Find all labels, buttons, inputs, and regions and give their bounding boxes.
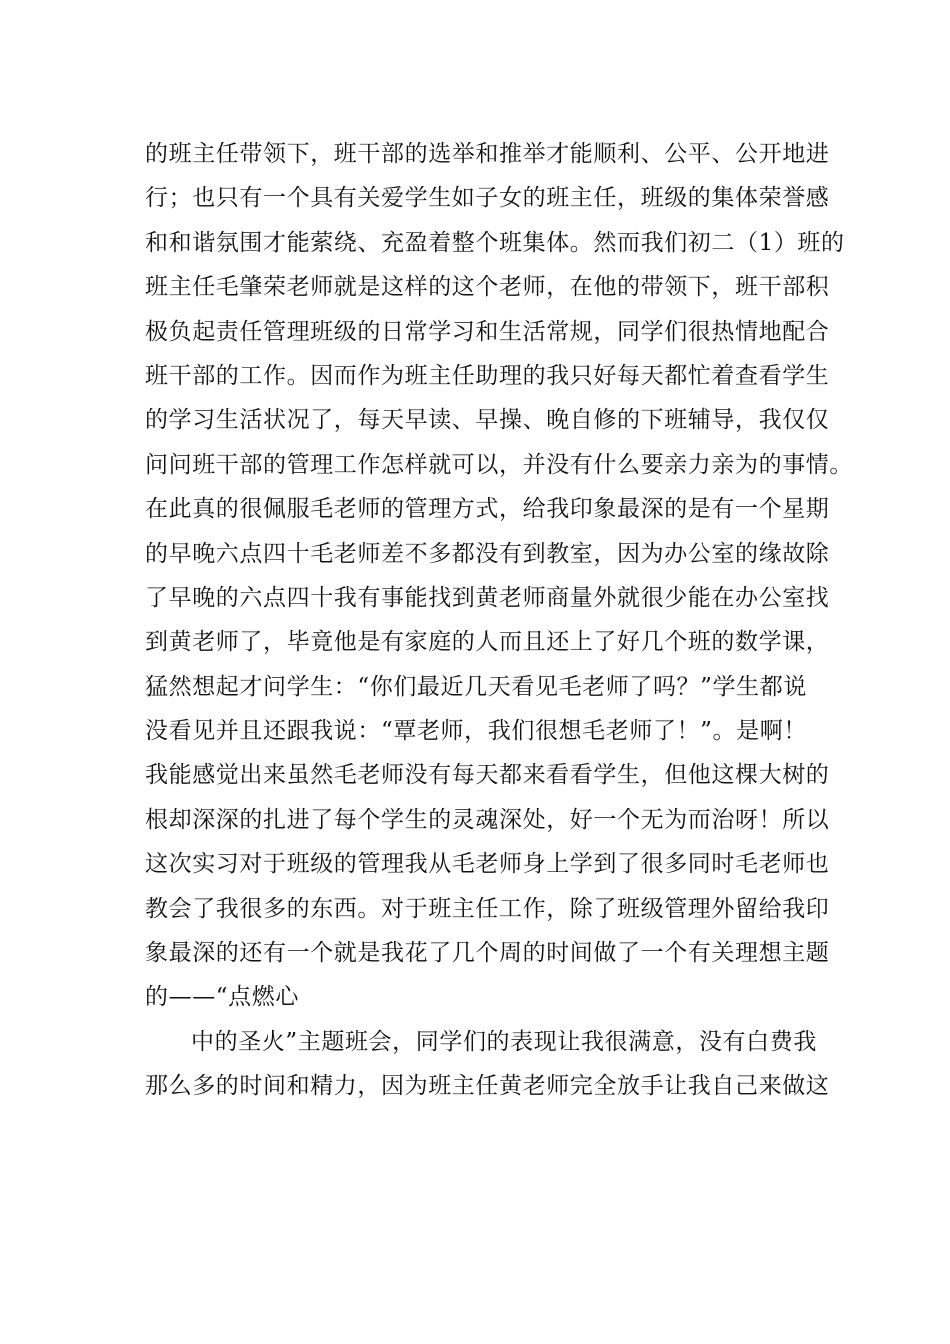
text-line: 的早晚六点四十毛老师差不多都没有到教室，因为办公室的缘故除 [145,540,830,567]
text-line: 班主任毛肇荣老师就是这样的这个老师，在他的带领下，班干部积 [145,274,830,301]
text-line: 教会了我很多的东西。对于班主任工作，除了班级管理外留给我印 [145,895,830,922]
text-line: 没看见并且还跟我说：“覃老师，我们很想毛老师了！”。是啊！ [145,718,807,745]
text-line: 的学习生活状况了，每天早读、早操、晚自修的下班辅导，我仅仅 [145,407,830,434]
text-line: 和和谐氛围才能萦绕、充盈着整个班集体。然而我们初二（1）班的 [145,229,845,256]
text-line: 象最深的还有一个就是我花了几个周的时间做了一个有关理想主题 [145,940,830,967]
text-line: 极负起责任管理班级的日常学习和生活常规，同学们很热情地配合 [145,318,830,345]
text-line: 猛然想起才问学生：“你们最近几天看见毛老师了吗？”学生都说 [145,673,807,700]
text-line: 的班主任带领下，班干部的选举和推举才能顺利、公平、公开地进 [145,141,830,167]
text-line: 了早晚的六点四十我有事能找到黄老师商量外就很少能在办公室找 [145,584,830,611]
text-line: 行；也只有一个具有关爱学生如子女的班主任，班级的集体荣誉感 [145,185,830,212]
text-line: 那么多的时间和精力，因为班主任黄老师完全放手让我自己来做这 [145,1073,830,1100]
text-line: 这次实习对于班级的管理我从毛老师身上学到了很多同时毛老师也 [145,851,830,878]
text-line: 班干部的工作。因而作为班主任助理的我只好每天都忙着查看学生 [145,362,830,389]
text-line: 的——“点燃心 [145,984,299,1011]
body-text [145,132,853,1109]
text-line: 在此真的很佩服毛老师的管理方式，给我印象最深的是有一个星期 [145,496,830,523]
text-line: 根却深深的扎进了每个学生的灵魂深处，好一个无为而治呀！所以 [145,806,830,833]
text-line: 到黄老师了，毕竟他是有家庭的人而且还上了好几个班的数学课， [145,629,830,656]
text-line: 我能感觉出来虽然毛老师没有每天都来看看学生，但他这棵大树的 [145,762,830,789]
text-line: 问问班干部的管理工作怎样就可以，并没有什么要亲力亲为的事情。 [145,451,853,478]
paragraph-start-line: 中的圣火”主题班会，同学们的表现让我很满意，没有白费我 [191,1028,817,1055]
